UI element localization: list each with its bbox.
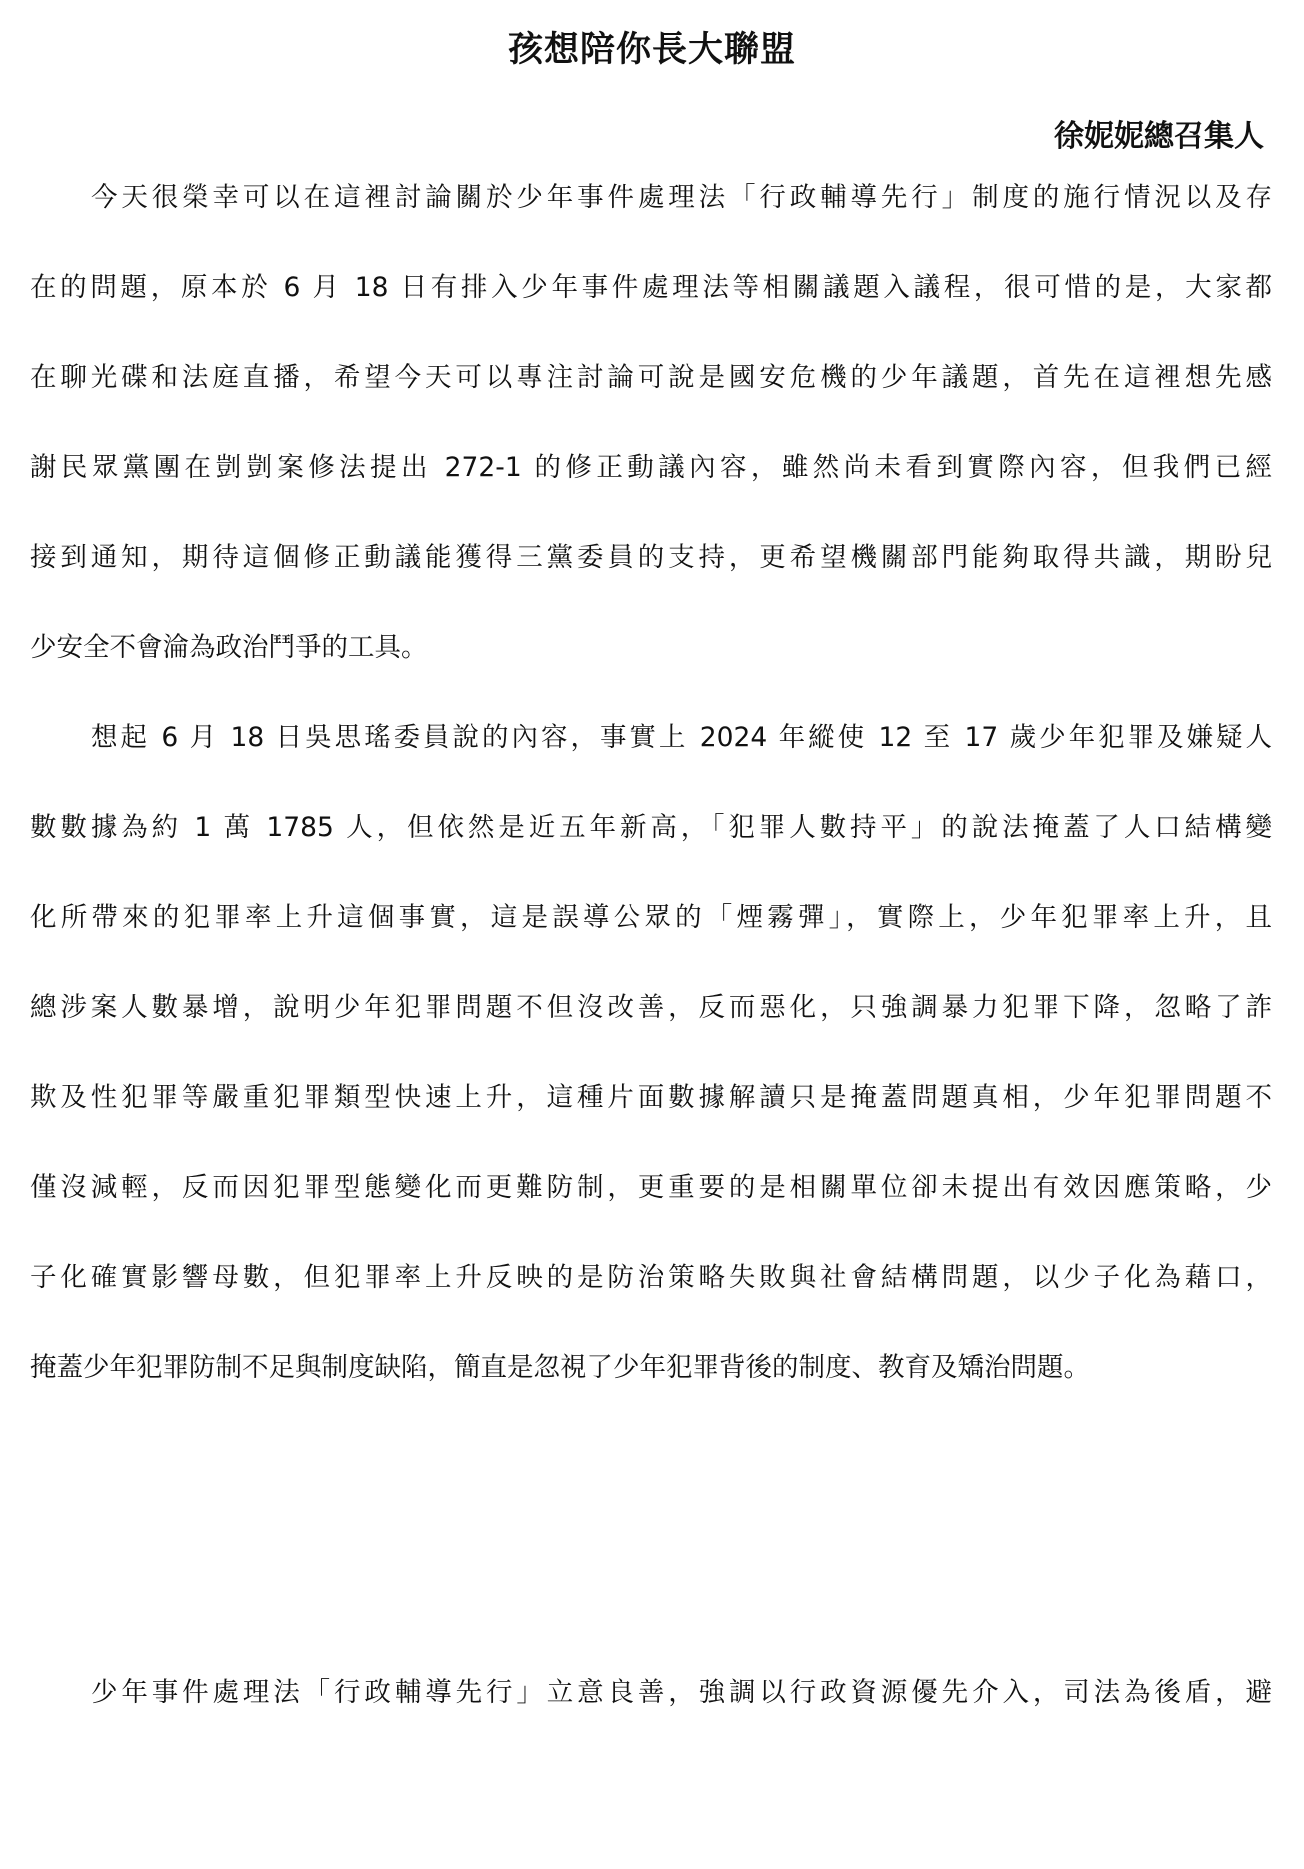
paragraph-2 — [30, 693, 1272, 1413]
paragraph-3 — [30, 1648, 1272, 1738]
paragraph-line: 想起 6 月 18 日吳思瑤委員說的內容，事實上 2024 年縱使 12 至 17 歲少年犯罪及嫌疑人 — [91, 722, 1272, 753]
paragraph-line: 少安全不會淪為政治鬥爭的工具。 — [30, 632, 428, 663]
paragraph-line: 在聊光碟和法庭直播，希望今天可以專注討論可說是國安危機的少年議題，首先在這裡想先感 — [30, 362, 1272, 393]
paragraph-line: 在的問題，原本於 6 月 18 日有排入少年事件處理法等相關議題入議程，很可惜的是，大家都 — [30, 272, 1272, 303]
paragraph-line: 少年事件處理法「行政輔導先行」立意良善，強調以行政資源優先介入，司法為後盾，避 — [91, 1677, 1272, 1708]
document-title: 孩想陪你長大聯盟 — [507, 30, 796, 70]
paragraph-1 — [30, 153, 1272, 693]
paragraph-line: 掩蓋少年犯罪防制不足與制度缺陷，簡直是忽視了少年犯罪背後的制度、教育及矯治問題。 — [30, 1352, 1090, 1383]
paragraph-line: 化所帶來的犯罪率上升這個事實，這是誤導公眾的「煙霧彈」，實際上，少年犯罪率上升，且 — [30, 902, 1272, 933]
paragraph-line: 謝民眾黨團在剴剴案修法提出 272-1 的修正動議內容，雖然尚未看到實際內容，但我們已經 — [30, 452, 1272, 483]
paragraph-line: 今天很榮幸可以在這裡討論關於少年事件處理法「行政輔導先行」制度的施行情況以及存 — [91, 182, 1272, 213]
paragraph-line: 數數據為約 1 萬 1785 人，但依然是近五年新高，「犯罪人數持平」的說法掩蓋了人口結構變 — [30, 812, 1272, 843]
paragraph-line: 僅沒減輕，反而因犯罪型態變化而更難防制，更重要的是相關單位卻未提出有效因應策略，少 — [30, 1172, 1272, 1203]
paragraph-line: 欺及性犯罪等嚴重犯罪類型快速上升，這種片面數據解讀只是掩蓋問題真相，少年犯罪問題不 — [30, 1082, 1272, 1113]
paragraph-line: 接到通知，期待這個修正動議能獲得三黨委員的支持，更希望機關部門能夠取得共識，期盼兒 — [30, 542, 1272, 573]
paragraph-line: 子化確實影響母數，但犯罪率上升反映的是防治策略失敗與社會結構問題，以少子化為藉口， — [30, 1262, 1272, 1293]
paragraph-line: 總涉案人數暴增，說明少年犯罪問題不但沒改善，反而惡化，只強調暴力犯罪下降，忽略了詐 — [30, 992, 1272, 1023]
author-line: 徐妮妮總召集人 — [1054, 119, 1264, 154]
